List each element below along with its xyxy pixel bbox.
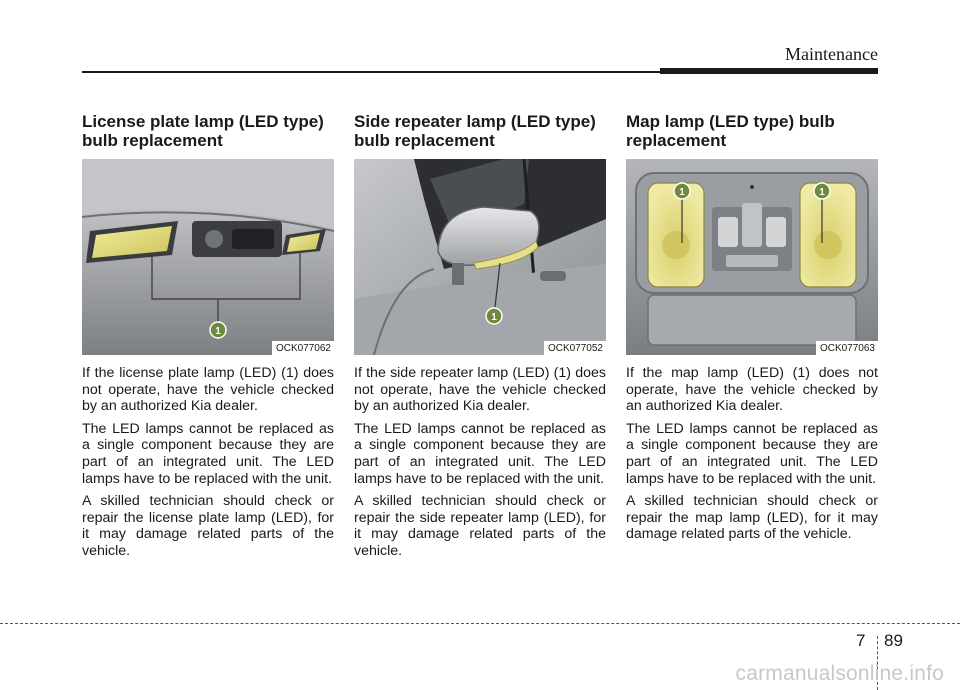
callout-number: 1 [679,187,685,198]
footer-dashed-line [0,623,960,624]
section-body [354,365,606,560]
figure-side-repeater-lamp [354,159,606,355]
section-side-repeater-lamp [354,112,606,566]
paragraph: The LED lamps cannot be replaced as a single component because they are part of an integrated unit. The LED lamps have to be replaced with the unit. [82,420,334,487]
paragraph: A skilled technician should check or repair the map lamp (LED), for it may damage related parts of the vehicle. [626,493,878,543]
watermark: carmanualsonline.info [735,662,944,685]
figure-code: OCK077052 [544,341,606,355]
paragraph: A skilled technician should check or repair the license plate lamp (LED), for it may damage related parts of the vehicle. [82,493,334,559]
page-chapter: 7 [856,631,866,650]
callout-number: 1 [819,187,825,198]
figure-code: OCK077062 [272,341,334,355]
page-number: 89 [884,631,903,650]
header-title: Maintenance [785,44,878,64]
section-map-lamp [626,112,878,549]
figure-map-lamp [626,159,878,355]
callout-number: 1 [491,312,497,323]
paragraph: If the side repeater lamp (LED) (1) does not operate, have the vehicle checked by an authorized Kia dealer. [354,365,606,415]
paragraph: A skilled technician should check or repair the side repeater lamp (LED), for it may damage related parts of the vehicle. [354,493,606,559]
callout-number: 1 [215,326,221,337]
header-rule-thin [82,71,682,73]
section-title: License plate lamp (LED type) bulb replacement [82,112,324,150]
paragraph: If the license plate lamp (LED) (1) does not operate, have the vehicle checked by an authorized Kia dealer. [82,365,334,415]
paragraph: If the map lamp (LED) (1) does not operate, have the vehicle checked by an authorized Kia dealer. [626,365,878,415]
section-title: Map lamp (LED type) bulb replacement [626,112,835,150]
paragraph: The LED lamps cannot be replaced as a single component because they are part of an integrated unit. The LED lamps have to be replaced with the unit. [354,420,606,487]
paragraph: The LED lamps cannot be replaced as a single component because they are part of an integrated unit. The LED lamps have to be replaced with the unit. [626,420,878,487]
section-title: Side repeater lamp (LED type) bulb replacement [354,112,596,150]
section-license-plate-lamp [82,112,334,566]
section-body [626,365,878,543]
figure-license-plate-lamp [82,159,334,355]
section-body [82,365,334,560]
figure-code: OCK077063 [816,341,878,355]
header-rule-thick [660,68,878,74]
